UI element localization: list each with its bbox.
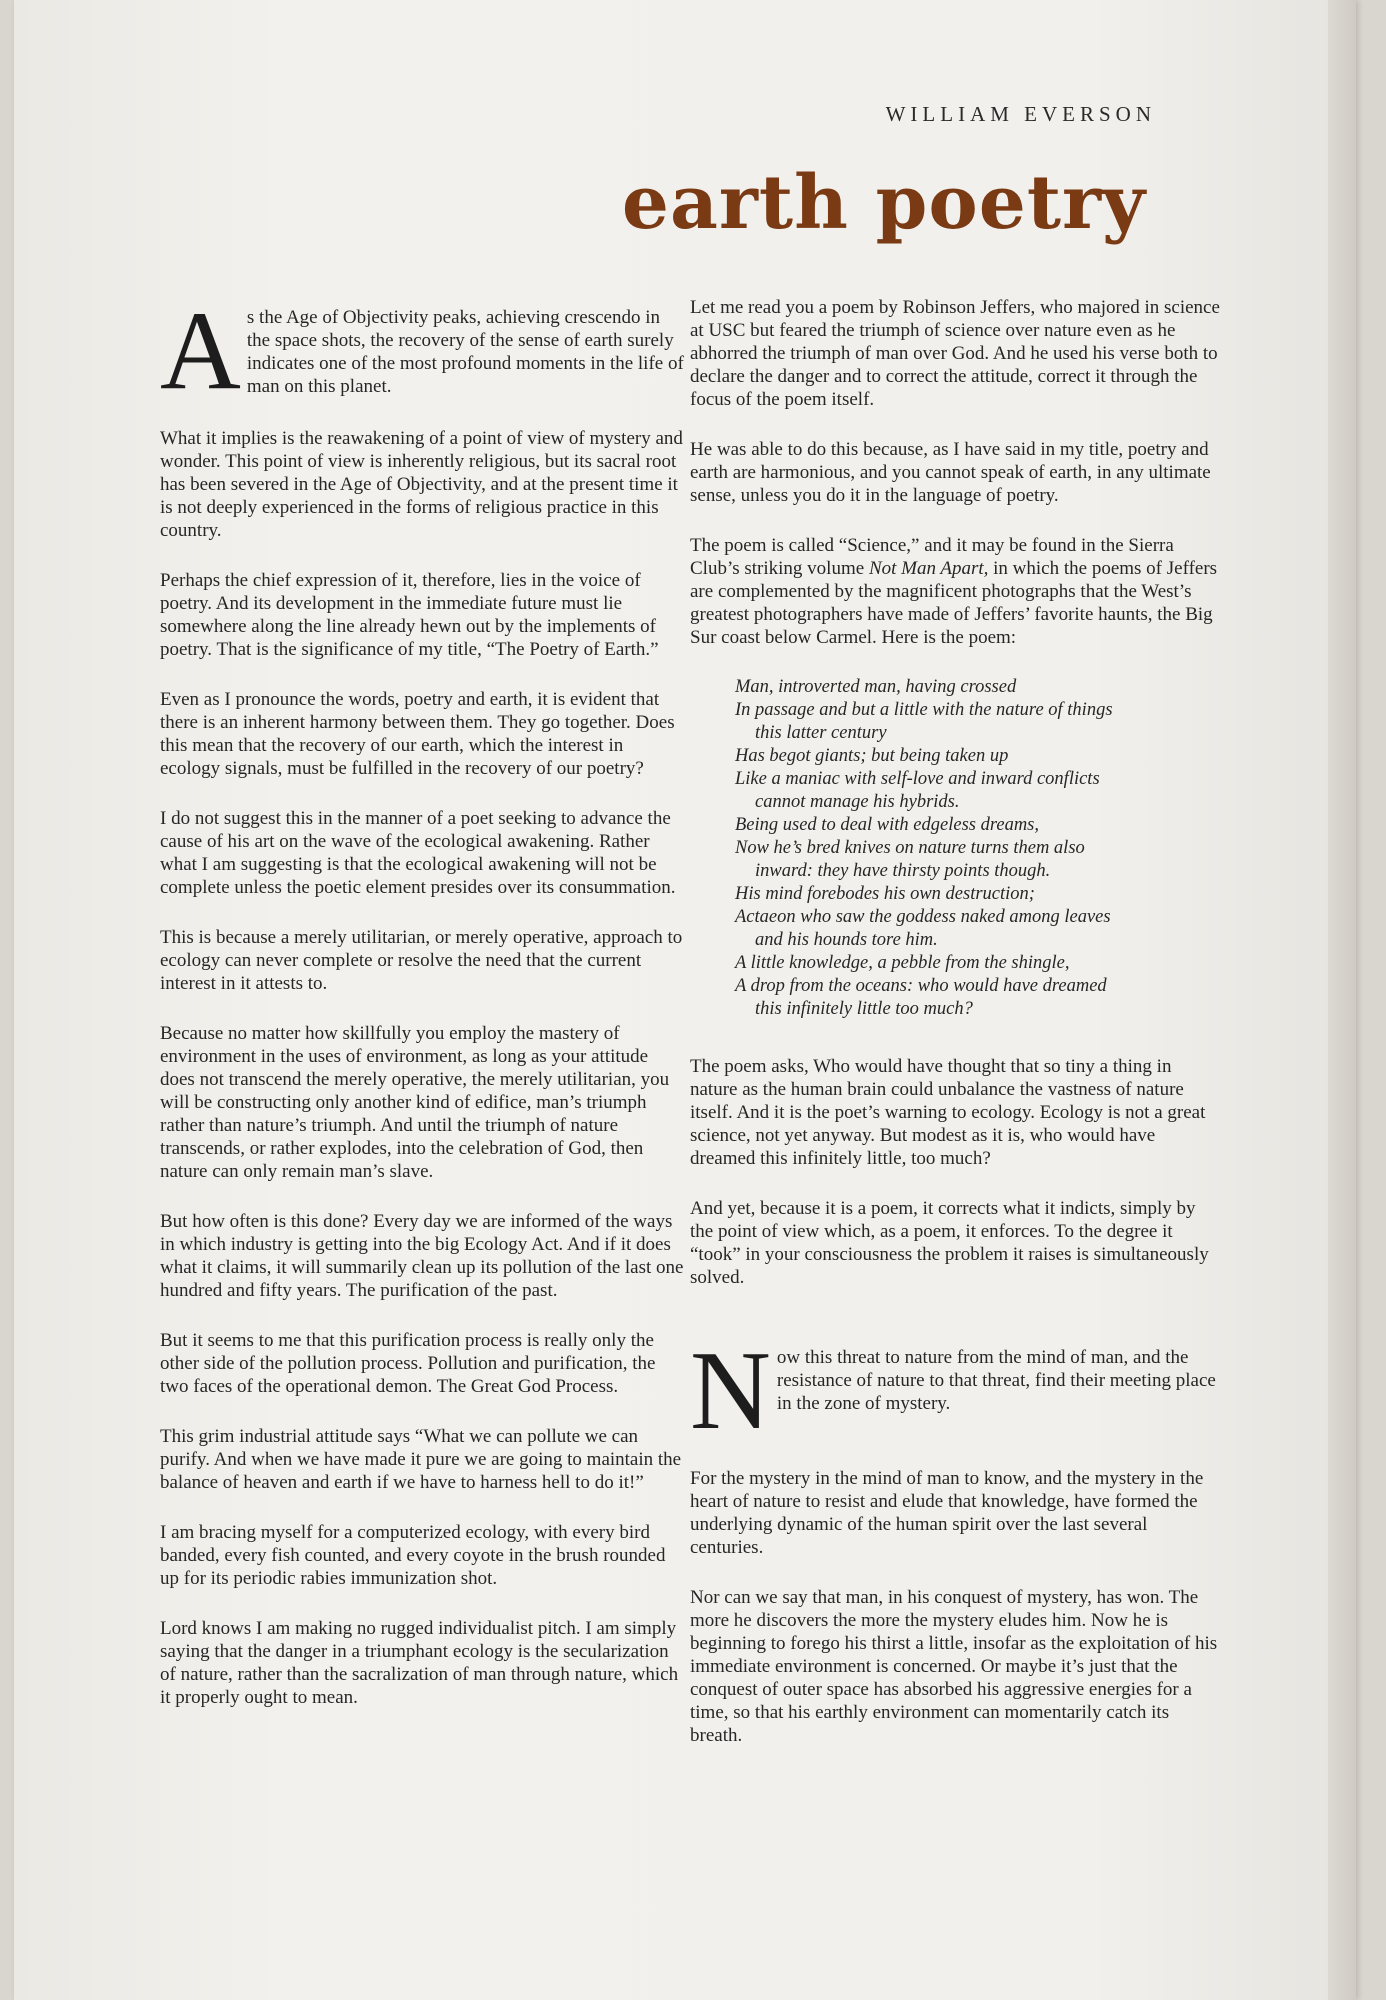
- paragraph: And yet, because it is a poem, it corrects what it indicts, simply by the point of view which, as a poem, it enforces. To the degree it “took” in your consciousness the problem it raises is simultaneously solved.: [690, 1198, 1209, 1288]
- poem-line: this infinitely little too much?: [755, 999, 973, 1019]
- drop-cap: A: [160, 289, 241, 413]
- poem-line: Has begot giants; but being taken up: [735, 746, 1009, 766]
- paragraph: What it implies is the reawakening of a point of view of mystery and wonder. This point of view is inherently religious, but its sacral root has been severed in the Age of Objectivity, and at the present time it is not deeply experienced in the forms of religious practice in this country.: [160, 428, 683, 541]
- author-name: WILLIAM EVERSON: [885, 102, 1156, 126]
- page-edge: [1328, 0, 1356, 2000]
- poem-line: A drop from the oceans: who would have dreamed: [735, 976, 1107, 996]
- paragraph: I do not suggest this in the manner of a poet seeking to advance the cause of his art on the wave of the ecological awakening. Rather what I am suggesting is that the ecological awakening will not be complete unless the poetic element presides over its consummation.: [160, 808, 676, 898]
- paragraph: I am bracing myself for a computerized ecology, with every bird banded, every fish counted, and every coyote in the brush rounded up for its periodic rabies immunization shot.: [160, 1522, 666, 1589]
- paragraph-text: ow this threat to nature from the mind of man, and the resistance of nature to that threat, find their meeting place in the zone of mystery.: [776, 1347, 1216, 1414]
- book-title: Not Man Apart,: [868, 558, 989, 579]
- poem-line: Being used to deal with edgeless dreams,: [735, 815, 1040, 835]
- paragraph-text: in which the poems of Jeffers are complemented by the magnificent photographs that the West’s greatest photographers have made of Jeffers’ favorite haunts, the Big Sur coast below Carmel. Here is the poem:: [690, 558, 1218, 648]
- poem-line: this latter century: [755, 723, 887, 743]
- left-column: [160, 289, 685, 1736]
- poem-line: Man, introverted man, having crossed: [735, 677, 1017, 697]
- poem-line: Actaeon who saw the goddess naked among leaves: [735, 907, 1111, 927]
- paragraph: For the mystery in the mind of man to know, and the mystery in the heart of nature to resist and elude that knowledge, have formed the underlying dynamic of the human spirit over the last several centuries.: [690, 1468, 1204, 1558]
- paragraph: Let me read you a poem by Robinson Jeffers, who majored in science at USC but feared the triumph of science over nature even as he abhorred the triumph of man over God. And he used his verse both to declare the danger and to correct the attitude, correct it through the focus of the poem itself.: [690, 297, 1220, 410]
- paragraph: Lord knows I am making no rugged individualist pitch. I am simply saying that the danger in a triumphant ecology is the secularization of nature, rather than the sacralization of man through nature, which it properly ought to mean.: [160, 1618, 679, 1708]
- article-title: earth poetry: [621, 160, 1146, 246]
- right-column: [690, 296, 1220, 1774]
- paragraph: Perhaps the chief expression of it, therefore, lies in the voice of poetry. And its development in the immediate future must lie somewhere along the line already hewn out by the implements of poetry. That is the significance of my title, “The Poetry of Earth.”: [160, 570, 659, 660]
- paragraph: This is because a merely utilitarian, or merely operative, approach to ecology can never complete or resolve the need that the current interest in it attests to.: [160, 927, 683, 994]
- poem-line: and his hounds tore him.: [755, 930, 938, 950]
- poem-line: inward: they have thirsty points though.: [755, 861, 1051, 881]
- poem-science: [735, 676, 1220, 1021]
- paragraph: Nor can we say that man, in his conquest of mystery, has won. The more he discovers the more the mystery eludes him. Now he is beginning to forego his thirst a little, insofar as the exploitation of his immediate environment is concerned. Or maybe it’s just that the conquest of outer space has absorbed his aggressive energies for a time, so that his earthly environment can momentarily catch its breath.: [690, 1587, 1218, 1746]
- paragraph: Even as I pronounce the words, poetry and earth, it is evident that there is an inherent harmony between them. They go together. Does this mean that the recovery of our earth, which the interest in ecology signals, must be fulfilled in the recovery of our poetry?: [160, 689, 675, 779]
- poem-line: A little knowledge, a pebble from the shingle,: [735, 953, 1070, 973]
- paragraph: But it seems to me that this purification process is really only the other side of the pollution process. Pollution and purification, the two faces of the operational demon. The Great God Process.: [160, 1330, 656, 1397]
- paragraph: The poem asks, Who would have thought that so tiny a thing in nature as the human brain could unbalance the vastness of nature itself. And it is the poet’s warning to ecology. Ecology is not a great science, not yet anyway. But modest as it is, who would have dreamed this infinitely little, too much?: [690, 1056, 1206, 1169]
- poem-line: cannot manage his hybrids.: [755, 792, 960, 812]
- paragraph: This grim industrial attitude says “What we can pollute we can purify. And when we have made it pure we are going to maintain the balance of heaven and earth if we have to harness hell to do it!”: [160, 1426, 682, 1493]
- poem-line: Now he’s bred knives on nature turns them also: [735, 838, 1085, 858]
- poem-line: Like a maniac with self-love and inward conflicts: [735, 769, 1100, 789]
- paragraph-text: The poem is called “Science,” and it may be found in the Sierra Club’s striking volume: [690, 535, 1174, 579]
- poem-line: In passage and but a little with the nature of things: [735, 700, 1113, 720]
- paragraph: [160, 289, 685, 413]
- page-sheet: [14, 0, 1356, 2000]
- paragraph: [690, 1329, 1220, 1453]
- drop-cap: N: [690, 1329, 771, 1453]
- paragraph: But how often is this done? Every day we are informed of the ways in which industry is getting into the big Ecology Act. And if it does what it claims, it will summarily clean up its pollution of the last one hundred and fifty years. The purification of the past.: [160, 1211, 684, 1301]
- poem-line: His mind forebodes his own destruction;: [735, 884, 1035, 904]
- paragraph: [690, 534, 1220, 649]
- paragraph: Because no matter how skillfully you employ the mastery of environment in the uses of environment, as long as your attitude does not transcend the merely operative, the merely utilitarian, you will be constructing only another kind of edifice, man’s triumph rather than nature’s triumph. And until the triumph of nature transcends, or rather explodes, into the celebration of God, then nature can only remain man’s slave.: [160, 1023, 670, 1182]
- paragraph-text: s the Age of Objectivity peaks, achieving crescendo in the space shots, the recovery of the sense of earth surely indicates one of the most profound moments in the life of man on this planet.: [246, 307, 684, 397]
- paragraph: He was able to do this because, as I have said in my title, poetry and earth are harmonious, and you cannot speak of earth, in any ultimate sense, unless you do it in the language of poetry.: [690, 439, 1211, 506]
